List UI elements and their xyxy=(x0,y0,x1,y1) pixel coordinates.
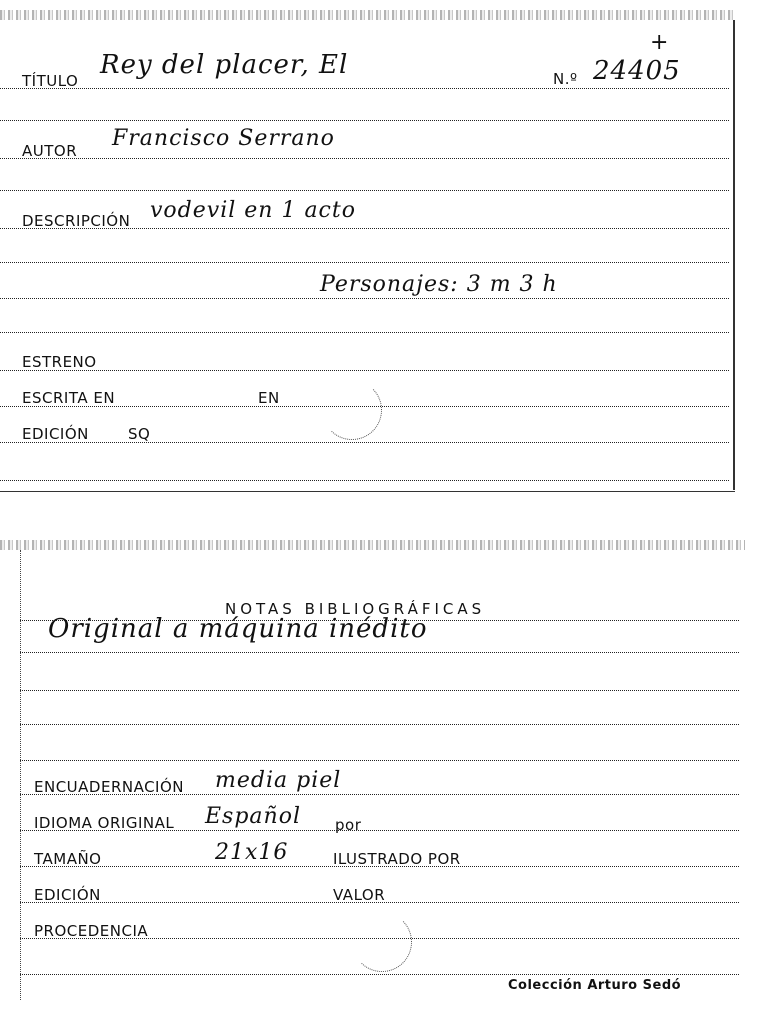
encuadernacion-label: ENCUADERNACIÓN xyxy=(34,778,185,796)
valor-label: VALOR xyxy=(333,886,386,904)
idioma-value: Español xyxy=(205,804,301,829)
catalog-card-front xyxy=(0,10,735,490)
ruled-line xyxy=(20,652,739,653)
autor-value: Francisco Serrano xyxy=(112,126,335,151)
punch-hole xyxy=(322,380,382,440)
edicion-label: EDICIÓN xyxy=(22,425,89,443)
por-label: por xyxy=(335,816,362,834)
descripcion-value-2: Personajes: 3 m 3 h xyxy=(320,272,558,297)
numero-value: 24405 xyxy=(593,56,681,86)
ruled-line xyxy=(20,760,739,761)
card-torn-edge xyxy=(0,10,735,20)
card-torn-edge xyxy=(0,540,745,550)
edicion-value: SQ xyxy=(128,425,151,443)
estreno-label: ESTRENO xyxy=(22,353,97,371)
ruled-line xyxy=(0,262,729,263)
ruled-line xyxy=(0,158,729,159)
ruled-line xyxy=(0,442,729,443)
escrita-label: ESCRITA EN xyxy=(22,389,116,407)
collection-stamp: Colección Arturo Sedó xyxy=(508,978,682,993)
ruled-line xyxy=(0,88,729,89)
descripcion-label: DESCRIPCIÓN xyxy=(22,212,131,230)
punch-hole xyxy=(352,912,412,972)
numero-label: N.º xyxy=(553,70,578,88)
ruled-line xyxy=(0,298,729,299)
descripcion-value: vodevil en 1 acto xyxy=(150,198,356,223)
ilustrado-label: ILUSTRADO POR xyxy=(333,850,461,868)
ruled-line xyxy=(0,190,729,191)
ruled-line xyxy=(20,724,739,725)
titulo-label: TÍTULO xyxy=(22,72,79,90)
procedencia-label: PROCEDENCIA xyxy=(34,922,149,940)
catalog-card-back xyxy=(0,540,745,1000)
tamano-value: 21x16 xyxy=(215,840,289,865)
ruled-line xyxy=(0,120,729,121)
tamano-label: TAMAÑO xyxy=(34,850,102,868)
card-separator xyxy=(0,491,735,492)
edicion-label-back: EDICIÓN xyxy=(34,886,101,904)
ruled-line xyxy=(0,370,729,371)
titulo-value: Rey del placer, El xyxy=(100,50,349,80)
ruled-line xyxy=(20,974,739,975)
autor-label: AUTOR xyxy=(22,142,78,160)
card-left-border xyxy=(20,550,22,1000)
en-label: EN xyxy=(258,389,280,407)
numero-mark: + xyxy=(650,30,669,55)
notas-value: Original a máquina inédito xyxy=(48,614,428,644)
encuadernacion-value: media piel xyxy=(215,768,342,793)
notas-title: NOTAS BIBLIOGRÁFICAS xyxy=(225,600,486,618)
ruled-line xyxy=(0,480,729,481)
card-right-border xyxy=(733,20,735,490)
ruled-line xyxy=(0,332,729,333)
idioma-label: IDIOMA ORIGINAL xyxy=(34,814,175,832)
ruled-line xyxy=(20,690,739,691)
